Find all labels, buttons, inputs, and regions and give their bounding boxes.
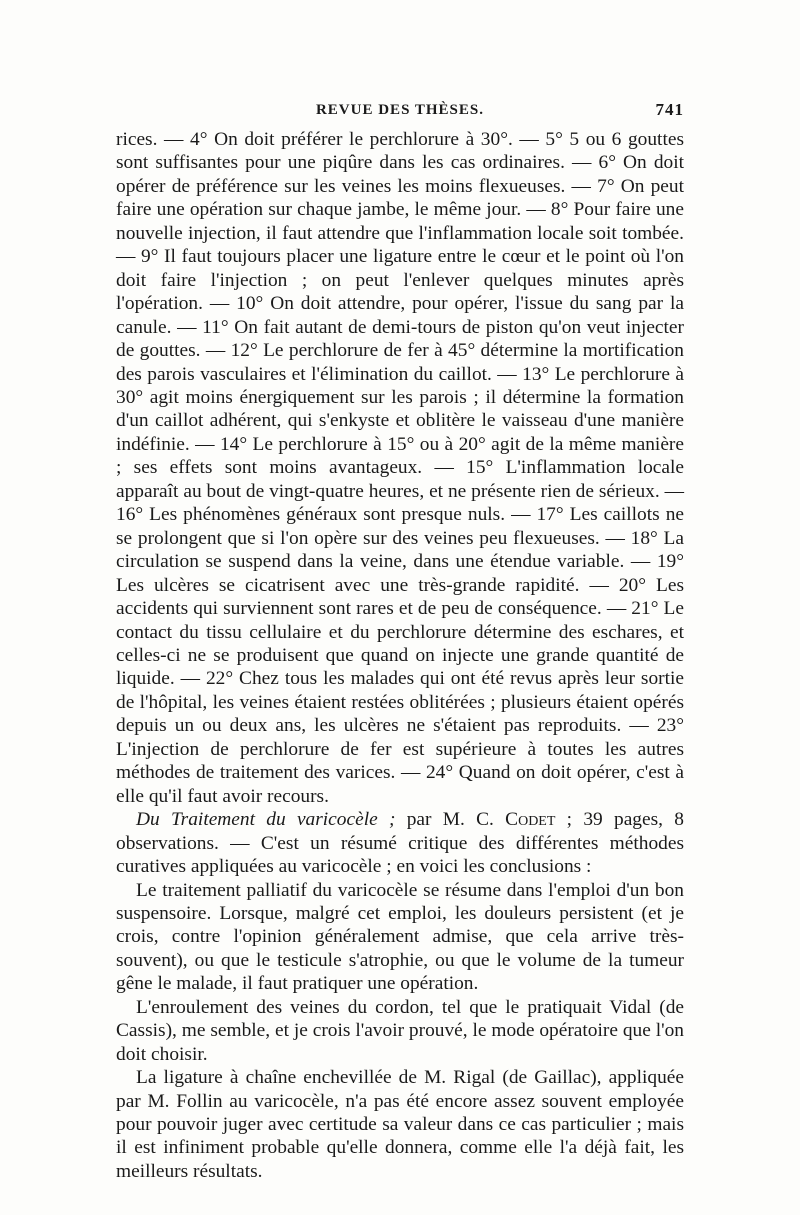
running-head	[116, 98, 684, 126]
ligature-paragraph: La ligature à chaîne enchevillée de M. Rigal (de Gaillac), appliquée par M. Follin au varicocèle, n'a pas été encore assez souvent employée pour pouvoir juger avec certitude sa valeur dans ce cas particulier ; mais il est infiniment probable qu'elle donnera, comme elle l'a déjà fait, les meilleurs résultats.	[116, 1067, 684, 1182]
palliative-paragraph: Le traitement palliatif du varicocèle se résume dans l'emploi d'un bon suspensoire. Lorsque, malgré cet emploi, les douleurs persistent (et je crois, contre l'opinion généralement admise, que cela arrive très-souvent), ou que le testicule s'atrophie, ou que le volume de la tumeur gêne le malade, il faut pratiquer une opération.	[116, 879, 684, 995]
review-title: Du Traitement du varicocèle ;	[136, 809, 396, 831]
body-text	[116, 128, 684, 1183]
conclusions-list-paragraph: rices. — 4° On doit préférer le perchlorure à 30°. — 5° 5 ou 6 gouttes sont suffisantes pour une piqûre dans les cas ordinaires. — 6° On doit opérer de préférence sur les veines les moins flexueuses. — 7° On peut faire une opération sur chaque jambe, le même jour. — 8° Pour faire une nouvelle injection, il faut attendre que l'inflammation locale soit tombée. — 9° Il faut toujours placer une ligature entre le cœur et le point où l'on doit faire l'injection ; on peut l'enlever quelques minutes après l'opération. — 10° On doit attendre, pour opérer, l'issue du sang par la canule. — 11° On fait autant de demi-tours de piston qu'on veut injecter de gouttes. — 12° Le perchlorure de fer à 45° détermine la mortification des parois vasculaires et l'élimination du caillot. — 13° Le perchlorure à 30° agit moins énergiquement sur les parois ; il détermine la formation d'un caillot adhérent, qui s'enkyste et oblitère le vaisseau d'une manière indéfinie. — 14° Le perchlorure à 15° ou à 20° agit de la même manière ; ses effets sont moins avantageux. — 15° L'inflammation locale apparaît au bout de vingt-quatre heures, et ne présente rien de sérieux. — 16° Les phénomènes généraux sont presque nuls. — 17° Les caillots ne se prolongent que si l'on opère sur des veines peu flexueuses. — 18° La circulation se suspend dans la veine, dans une étendue variable. — 19° Les ulcères se cicatrisent avec une très-grande rapidité. — 20° Les accidents qui surviennent sont rares et de peu de conséquence. — 21° Le contact du tissu cellulaire et du perchlorure détermine des eschares, et celles-ci ne se produisent que quand on injecte une grande quantité de liquide. — 22° Chez tous les malades qui ont été revus après leur sortie de l'hôpital, les veines étaient restées oblitérées ; plusieurs étaient opérés depuis un ou deux ans, les ulcères ne s'étaient pas reproduits. — 23° L'injection de perchlorure de fer est supérieure à toutes les autres méthodes de traitement des varices. — 24° Quand on doit opérer, c'est à elle qu'il faut avoir recours.	[116, 129, 684, 807]
running-title: REVUE DES THÈSES.	[315, 102, 485, 118]
review-details: ; 39 pages, 8 observations. —	[116, 809, 684, 854]
review-entry-paragraph	[116, 808, 684, 878]
review-intro-text: C'est un résumé critique des différentes méthodes curatives appliquées au varicocèle ; en voici les conclusions :	[116, 832, 684, 878]
enroulement-paragraph: L'enroulement des veines du cordon, tel que le pratiquait Vidal (de Cassis), me semble, et je crois l'avoir prouvé, le mode opératoire que l'on doit choisir.	[116, 996, 684, 1065]
review-par: par M.	[395, 809, 477, 831]
review-author: C. Codet	[476, 809, 556, 831]
page-number: 741	[655, 100, 684, 119]
